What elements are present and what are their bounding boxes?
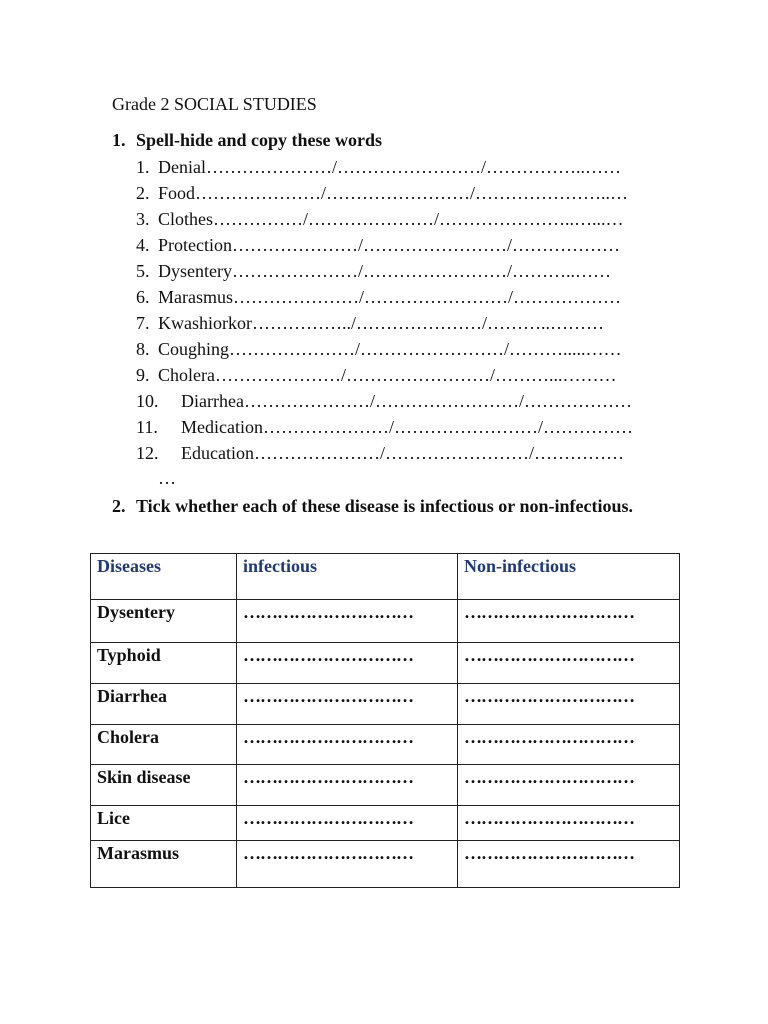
- word-item-text: Marasmus…………………/……………………/………………: [158, 287, 621, 307]
- question-2-number: 2.: [112, 496, 126, 516]
- table-row: [91, 684, 680, 725]
- disease-classification-table: [90, 553, 680, 888]
- disease-name-cell: Cholera: [91, 725, 237, 765]
- non-infectious-answer-cell: …………………………: [458, 765, 680, 806]
- disease-name-cell: Marasmus: [91, 841, 237, 888]
- non-infectious-answer-cell: …………………………: [458, 684, 680, 725]
- non-infectious-answer-cell: …………………………: [458, 600, 680, 643]
- word-item-text: Protection…………………/……………………/………………: [158, 235, 620, 255]
- word-item-text: Medication…………………/……………………/……………: [181, 417, 633, 437]
- word-list-continuation: …: [158, 468, 176, 488]
- table-row: [91, 841, 680, 888]
- word-item-text: Education…………………/……………………/……………: [181, 443, 624, 463]
- word-item-text: Coughing…………………/……………………/……….....……: [158, 339, 622, 359]
- word-item-text: Clothes……………/…………………/…………………..…...…: [158, 209, 624, 229]
- disease-name-cell: Lice: [91, 806, 237, 841]
- disease-name-cell: Dysentery: [91, 600, 237, 643]
- question-2-heading: [112, 494, 656, 519]
- word-item-number: 6.: [136, 287, 150, 307]
- word-item-text: Cholera…………………/……………………/………...………: [158, 365, 617, 385]
- disease-name-cell: Typhoid: [91, 643, 237, 684]
- word-item-number: 10.: [136, 391, 159, 411]
- word-item-number: 3.: [136, 209, 150, 229]
- table-row: [91, 806, 680, 841]
- word-item-number: 11.: [136, 417, 158, 437]
- infectious-answer-cell: …………………………: [237, 765, 458, 806]
- column-header-non-infectious: Non-infectious: [458, 554, 680, 600]
- word-item-text: Kwashiorkor……………../…………………/………..………: [158, 313, 604, 333]
- table-header-row: [91, 554, 680, 600]
- word-item-number: 9.: [136, 365, 150, 385]
- disease-name-cell: Diarrhea: [91, 684, 237, 725]
- word-item-text: Denial…………………/……………………/……………..……: [158, 157, 621, 177]
- table-row: [91, 765, 680, 806]
- disease-name-cell: Skin disease: [91, 765, 237, 806]
- word-item-number: 4.: [136, 235, 150, 255]
- non-infectious-answer-cell: …………………………: [458, 643, 680, 684]
- table-row: [91, 600, 680, 643]
- page-title: Grade 2 SOCIAL STUDIES: [112, 94, 317, 114]
- infectious-answer-cell: …………………………: [237, 643, 458, 684]
- infectious-answer-cell: …………………………: [237, 725, 458, 765]
- word-item-number: 7.: [136, 313, 150, 333]
- word-item-number: 2.: [136, 183, 150, 203]
- question-1-prompt: Spell-hide and copy these words: [136, 130, 383, 150]
- table-row: [91, 643, 680, 684]
- question-1-heading: [112, 130, 383, 151]
- word-item-text: Dysentery…………………/……………………/………..……: [158, 261, 611, 281]
- table-row: [91, 725, 680, 765]
- non-infectious-answer-cell: …………………………: [458, 841, 680, 888]
- word-item-number: 12.: [136, 443, 159, 463]
- column-header-diseases: Diseases: [91, 554, 237, 600]
- column-header-infectious: infectious: [237, 554, 458, 600]
- word-item-text: Food…………………/……………………/…………………..…: [158, 183, 629, 203]
- infectious-answer-cell: …………………………: [237, 806, 458, 841]
- question-2-prompt: Tick whether each of these disease is infectious or non-infectious.: [136, 496, 633, 516]
- word-item-text: Diarrhea…………………/……………………/………………: [181, 391, 632, 411]
- infectious-answer-cell: …………………………: [237, 841, 458, 888]
- non-infectious-answer-cell: …………………………: [458, 806, 680, 841]
- word-item-number: 5.: [136, 261, 150, 281]
- word-item-number: 1.: [136, 157, 150, 177]
- question-1-number: 1.: [112, 130, 126, 150]
- infectious-answer-cell: …………………………: [237, 684, 458, 725]
- non-infectious-answer-cell: …………………………: [458, 725, 680, 765]
- word-item-number: 8.: [136, 339, 150, 359]
- infectious-answer-cell: …………………………: [237, 600, 458, 643]
